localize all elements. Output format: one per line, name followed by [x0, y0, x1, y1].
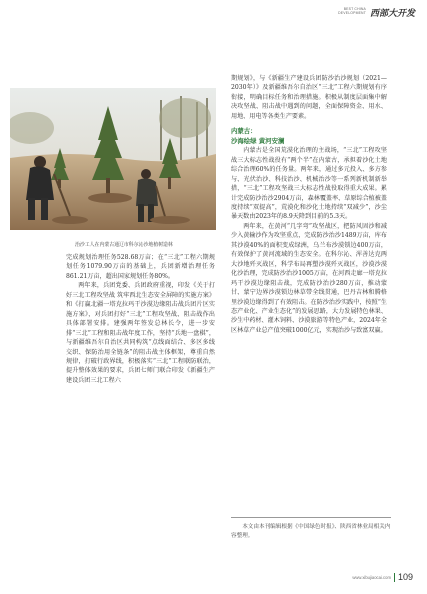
photo-caption: 治沙工人在内蒙古通辽市科尔沁沙地植树造林: [75, 242, 173, 248]
source-note: 本文由本刊编辑根据《中国绿色时报》、陕西省林业局相关内容整理。: [231, 524, 391, 539]
right-paragraph-1: 期规划》，与《新疆生产建设兵团防沙治沙规划（2021—2030年）》及新疆维吾尔自治区“三北”工程六期规划有序衔接，明确目标任务和治理措施。积极从制度层面集中解决攻坚战、阻击战中遇到的问题，全面保障资金、用水、用地、用电等各类生产要素。: [231, 75, 387, 120]
page-footer: [352, 572, 413, 582]
section-region-heading: 内蒙古：: [231, 127, 257, 136]
right-column: [231, 74, 387, 335]
left-column: [66, 253, 215, 385]
left-paragraph-1: 完成规划治理任务528.68万亩；在“三北”工程六期规划任务1079.90万亩的基础上，兵团新增治理任务861.21万亩，超出国家规划任务80%。: [66, 254, 215, 280]
footer-separator: [394, 573, 395, 582]
footer-url[interactable]: www.xibujiaocai.com: [352, 574, 391, 580]
masthead: [328, 6, 415, 19]
masthead-en-line2: DEVELOPMENT: [338, 11, 366, 15]
tree-planting-photo: [10, 88, 216, 230]
right-paragraph-3: 两年来，在黄河“几字弯”攻坚战区，把防风固沙和减少入黄输沙作为攻坚重点，完成防沙治沙1489万亩，库布其沙漠40%的面积变成绿洲，乌兰布沙漠锁边400万亩，有效保护了黄河流域的生态安全。在科尔沁、浑善达克两大沙地歼灭战区，科学布局再塑沙漠歼灭战区，沙漠沙漠化沙治理，完成防沙治沙1005万亩，在河西走廊一塔克拉玛干沙漠边缘阻击战，完成防沙治沙280万亩，推动蒙甘、蒙宁边界沙漠锁边林草带全线贯通，巴丹吉林和腾格里沙漠边缘得到了有效阻击。在防沙治沙实践中，按照“生态产业化、产业生态化”的发展思路，大力发展特色林果、沙生中药材、灌木饲料、沙漠旅游等特色产业，2024年全区林草产业总产值突破1000亿元，实现治沙与致富双赢。: [231, 222, 387, 334]
section-title-heading: 沙海绘绿 黄河安澜: [231, 137, 285, 146]
photo-illustration: [10, 88, 216, 230]
masthead-en-line1: BEST CHINA: [343, 7, 366, 11]
left-paragraph-2: 两年来，兵团党委、兵团政府重视，印发《关于打好三北工程攻坚战 筑牢西北生态安全屏障的实施方案》和《打赢北疆一塔克拉玛干沙漠边缘阻击战兵团片区实施方案》，对兵团打好“三北”工程攻坚战、阻击战作出具体部署安排。建强两年签发总林长令，进一步安排“三北”工程和阻击战年度工作，坚持“兵地一盘棋”，与新疆维吾尔自治区共同构筑“点线面结合、多区多线交织、保防治用全链条”的阻击战主体框架，尊重自然规律，打破行政界线，积极落实“三北”工程联防联治，提升整体效果的要求，兵团七师门联合印发《新疆生产建设兵团三北工程六: [66, 282, 215, 384]
page-number: 109: [397, 572, 413, 582]
right-paragraph-2: 内蒙古是全国荒漠化治理的主战场，“三北”工程攻坚战三大标志性战役有“两个半”在内蒙古，承担着沙化土地综合治理60%的任务量。两年来，通过多元投入、多方参与、光伏治沙、科技治沙、机械治沙等一系列新机制新举措，“三北”工程攻坚战三大标志性战役取得重大成果。累计完成防沙治沙2904万亩，森林覆盖率、草原综合植被盖度持续“双提高”，荒漠化和沙化土地持续“双减少”，沙尘暴天数由2023年的8.9天降到目前的5.3天。: [231, 147, 387, 221]
masthead-english: [328, 7, 366, 15]
masthead-title: 西部大开发: [369, 9, 415, 19]
note-divider: [231, 517, 391, 518]
